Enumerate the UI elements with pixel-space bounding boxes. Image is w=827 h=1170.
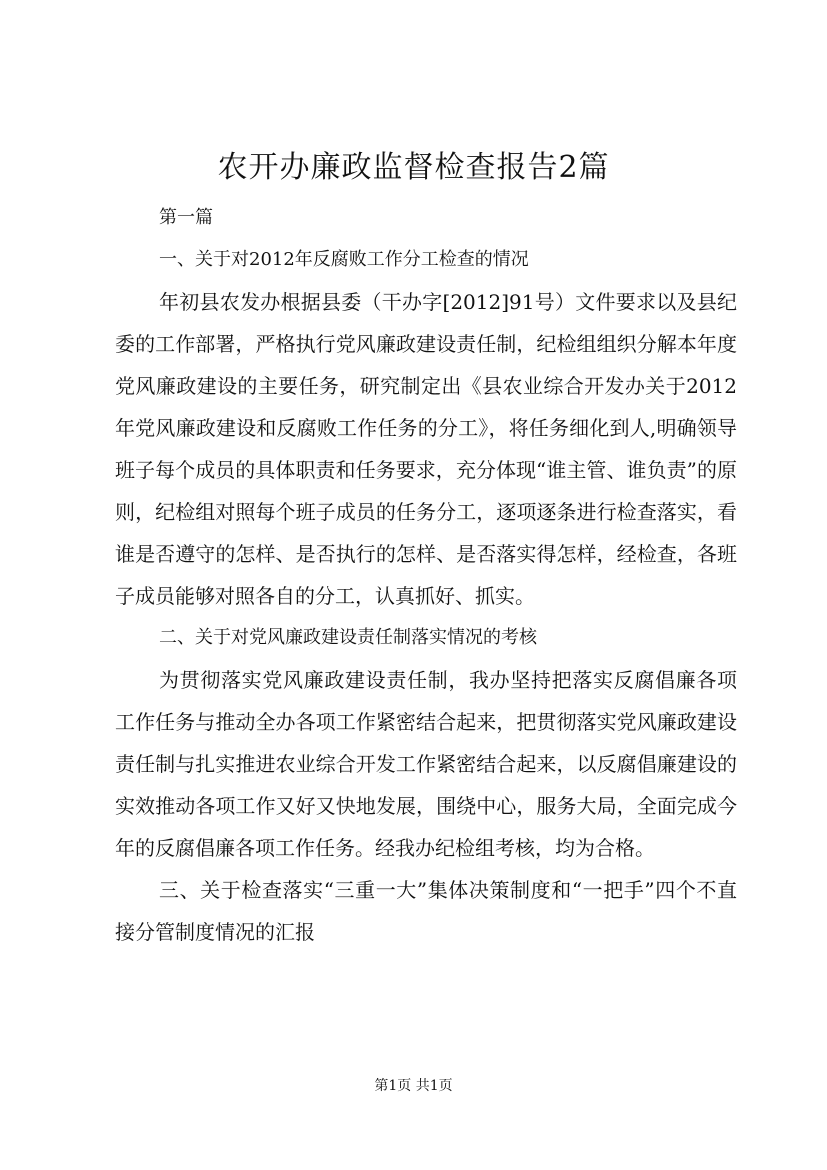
paragraph-1: 年初县农发办根据县委（干办字[2012]91号）文件要求以及县纪委的工作部署，严格执行党风廉政建设责任制，纪检组组织分解本年度党风廉政建设的主要任务，研究制定出《县农业综合开发办关于2012年党风廉政建设和反腐败工作任务的分工》，将任务细化到人,明确领导班子每个成员的具体职责和任务要求，充分体现“谁主管、谁负责”的原则，纪检组对照每个班子成员的任务分工，逐项逐条进行检查落实，看谁是否遵守的怎样、是否执行的怎样、是否落实得怎样，经检查，各班子成员能够对照各自的分工，认真抓好、抓实。 [115, 290, 737, 608]
heading-2: 二、关于对党风廉政建设责任制落实情况的考核 [159, 627, 537, 648]
paragraph-3: 三、关于检查落实“三重一大”集体决策制度和“一把手”四个不直接分管制度情况的汇报 [115, 878, 737, 944]
page-footer: 第1页 共1页 [374, 1078, 453, 1094]
heading-1: 一、关于对2012年反腐败工作分工检查的情况 [159, 249, 529, 270]
document-title: 农开办廉政监督检查报告2篇 [217, 150, 610, 185]
section-label: 第一篇 [159, 207, 213, 228]
paragraph-2: 为贯彻落实党风廉政建设责任制，我办坚持把落实反腐倡廉各项工作任务与推动全办各项工作紧密结合起来，把贯彻落实党风廉政建设责任制与扎实推进农业综合开发工作紧密结合起来，以反腐倡廉建设的实效推动各项工作又好又快地发展，围绕中心，服务大局，全面完成今年的反腐倡廉各项工作任务。经我办纪检组考核，均为合格。 [115, 668, 737, 860]
document-body [115, 197, 737, 953]
